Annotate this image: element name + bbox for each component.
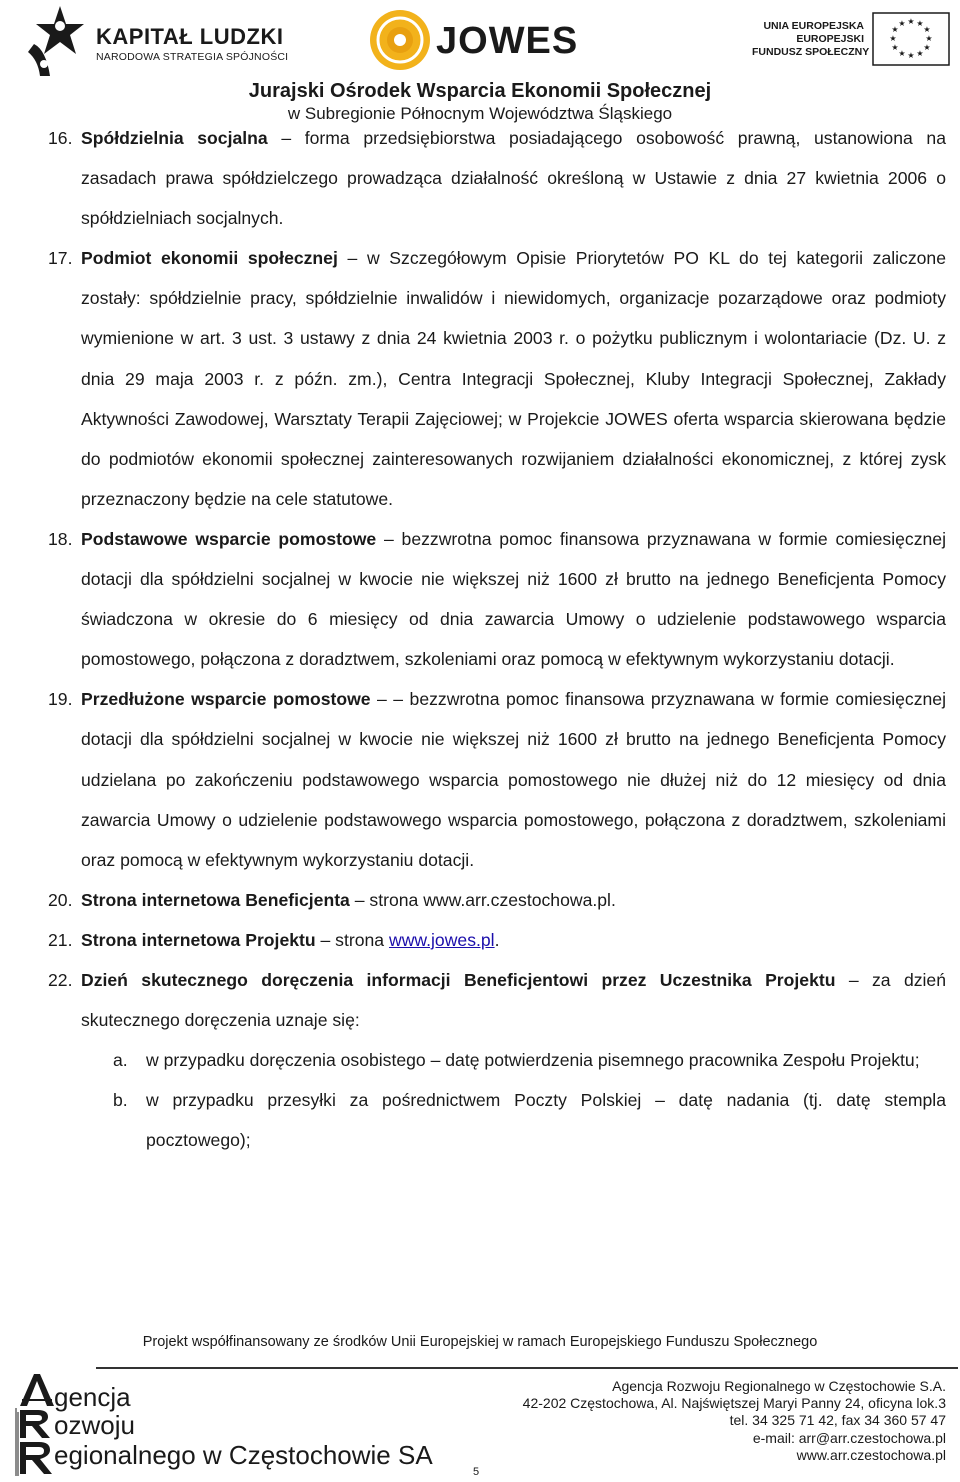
item-number: 20. [48, 889, 73, 910]
definition-item-22 [48, 960, 946, 1040]
kapital-ludzki-title: KAPITAŁ LUDZKI [96, 24, 284, 49]
svg-text:★: ★ [891, 25, 899, 34]
item-text: – strona www.arr.czestochowa.pl. [349, 889, 616, 910]
item-number: 16. [48, 128, 73, 148]
kapital-ludzki-subtitle: NARODOWA STRATEGIA SPÓJNOŚCI [96, 51, 289, 63]
header-subtitle: w Subregionie Północnym Województwa Śląskiego [287, 104, 673, 123]
svg-text:★: ★ [898, 49, 906, 58]
eu-logo-line1: UNIA EUROPEJSKA [763, 20, 864, 32]
subitem-letter: a. [113, 1050, 128, 1071]
item-text: – w Szczegółowym Opisie Priorytetów PO KL do tej kategorii zaliczone zostały: spółdzielnie pracy, spółdzielnie inwalidów i niewidomych, organizacje pozarządowe oraz podmioty wymienione w art. 3 ust. 3 ustawy z dnia 24 kwietnia 2003 r. o pożytku publicznym i wolontariacie (Dz. U. z dnia 29 maja 2003 r. z późn. zm.), Centra Integracji Społecznej, Kluby Integracji Społecznej, Zakłady Aktywności Zawodowej, Warsztaty Terapii Zajęciowej; w Projekcie JOWES oferta wsparcia skierowana będzie do podmiotów ekonomii społecznej zainteresowanych rozwijaniem działalności ekonomicznej, z której zysk przeznaczony będzie na cele statutowe. [81, 248, 946, 509]
definition-item-18 [48, 519, 946, 679]
item-term: Podmiot ekonomii społecznej [81, 248, 338, 269]
svg-text:★: ★ [907, 51, 915, 60]
definition-item-19 [48, 679, 946, 879]
contact-address: 42-202 Częstochowa, Al. Najświętszej Maryi Panny 24, oficyna lok.3 [522, 1395, 946, 1412]
definition-subitem-b [48, 1080, 946, 1160]
jowes-logo [368, 8, 588, 76]
item-text: – forma przedsiębiorstwa posiadającego osobowość prawną, ustanowiona na zasadach prawa spółdzielczego prowadząca działalność określoną w Ustawie z dnia 27 kwietnia 2006 o spółdzielniach socjalnych. [81, 128, 946, 229]
kapital-ludzki-logo [26, 4, 289, 76]
item-term: Strona internetowa Beneficjenta [81, 889, 350, 910]
arr-logo-line2: ozwoju [54, 1410, 135, 1440]
cofinancing-note: Projekt współfinansowany ze środków Unii Europejskiej w ramach Europejskiego Funduszu Społecznego [142, 1334, 818, 1350]
item-number: 22. [48, 969, 73, 990]
page-header [0, 0, 960, 125]
project-website-link[interactable]: www.jowes.pl [388, 929, 495, 950]
definition-item-17 [48, 238, 946, 519]
item-number: 21. [48, 929, 73, 950]
item-term: Podstawowe wsparcie pomostowe [81, 528, 377, 549]
svg-text:★: ★ [907, 17, 915, 26]
jowes-sun-icon [368, 8, 432, 72]
item-number: 18. [48, 528, 73, 549]
item-term: Spółdzielnia socjalna [81, 128, 268, 148]
kapital-ludzki-star-icon [26, 4, 84, 76]
svg-text:★: ★ [925, 34, 933, 43]
contact-email: e-mail: arr@arr.czestochowa.pl [752, 1429, 946, 1446]
eu-logo-line3: FUNDUSZ SPOŁECZNY [752, 46, 870, 58]
definitions-list [48, 118, 946, 1160]
subitem-letter: b. [113, 1090, 128, 1111]
eu-flag-icon [872, 12, 950, 66]
eu-logo [752, 12, 952, 72]
svg-text:★: ★ [889, 34, 897, 43]
svg-text:★: ★ [898, 19, 906, 28]
subitem-text: w przypadku przesyłki za pośrednictwem Poczty Polskiej – datę nadania (tj. datę stempla pocztowego); [146, 1090, 946, 1151]
svg-text:★: ★ [923, 43, 931, 52]
svg-text:★: ★ [916, 19, 924, 28]
arr-logo-line3: egionalnego w Częstochowie SA [54, 1440, 433, 1470]
subitem-text: w przypadku doręczenia osobistego – datę potwierdzenia pisemnego pracownika Zespołu Projektu; [146, 1050, 920, 1071]
header-title: Jurajski Ośrodek Wsparcia Ekonomii Społecznej [248, 80, 712, 102]
item-term: Dzień skutecznego doręczenia informacji Beneficjentowi przez Uczestnika Projektu [81, 969, 836, 990]
contact-www: www.arr.czestochowa.pl [796, 1446, 946, 1463]
svg-text:★: ★ [916, 49, 924, 58]
definition-item-16 [48, 118, 946, 238]
definition-item-21 [48, 920, 946, 960]
page-number: 5 [473, 1466, 480, 1478]
eu-logo-text [752, 20, 870, 59]
svg-text:★: ★ [891, 43, 899, 52]
contact-block [426, 1378, 946, 1464]
item-text-after: . [494, 929, 500, 950]
jowes-wordmark: JOWES [436, 20, 579, 62]
item-text: – strona [315, 929, 389, 950]
item-text: – – bezzwrotna pomoc finansowa przyznawana w formie comiesięcznej dotacji dla spółdzielni socjalnej w kwocie nie większej niż 1600 zł brutto na jednego Beneficjenta Pomocy udzielana po zakończeniu podstawowego wsparcia pomostowego nie dłużej niż do 12 miesięcy od dnia zawarcia Umowy o udzielenie podstawowego wsparcia pomostowego, połączona z doradztwem, szkoleniami oraz pomocą w efektywnym wykorzystaniu dotacji. [81, 689, 947, 870]
contact-name: Agencja Rozwoju Regionalnego w Częstochowie S.A. [612, 1378, 946, 1394]
arr-logo [14, 1372, 464, 1476]
contact-phone: tel. 34 325 71 42, fax 34 360 57 47 [729, 1412, 946, 1429]
item-term: Przedłużone wsparcie pomostowe [81, 689, 371, 710]
eu-logo-line2: EUROPEJSKI [796, 33, 864, 45]
item-text: – bezzwrotna pomoc finansowa przyznawana w formie comiesięcznej dotacji dla spółdzielni socjalnej w kwocie nie większej niż 1600 zł brutto na jednego Beneficjenta Pomocy świadczona w okresie do 6 miesięcy od dnia zawarcia Umowy o udzielenie podstawowego wsparcia pomostowego, połączona z doradztwem, szkoleniami oraz pomocą w efektywnym wykorzystaniu dotacji. [81, 528, 946, 670]
definition-item-20 [48, 880, 946, 920]
item-number: 19. [48, 689, 73, 710]
item-term: Strona internetowa Projektu [81, 929, 316, 950]
svg-text:★: ★ [923, 25, 931, 34]
item-text: – za dzień skutecznego doręczenia uznaje się: [81, 969, 947, 1031]
footer-divider [96, 1367, 958, 1369]
arr-logo-line1: gencja [54, 1382, 131, 1412]
definition-subitem-a [48, 1040, 946, 1080]
item-number: 17. [48, 248, 73, 269]
